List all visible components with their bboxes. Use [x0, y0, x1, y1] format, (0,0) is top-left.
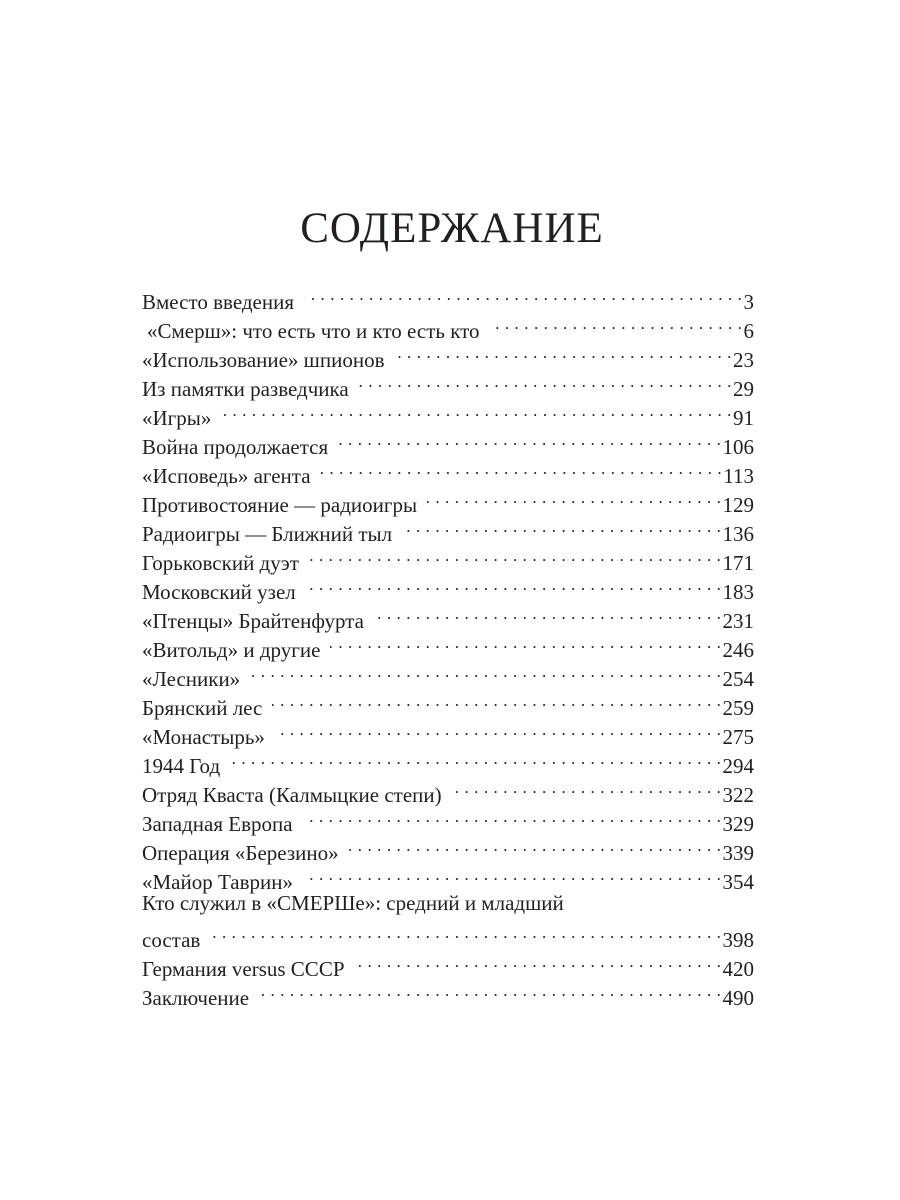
toc-page-number: 398: [722, 928, 754, 952]
dot-leader: [330, 628, 721, 657]
toc-page-number: 136: [722, 522, 754, 546]
toc-entry-title: «Использование» шпионов: [142, 348, 385, 372]
dot-leader: [402, 512, 721, 541]
toc-entry-title: Радиоигры — Ближний тыл: [142, 522, 393, 546]
toc-entry-title: «Смерш»: что есть что и кто есть кто: [147, 319, 480, 343]
dot-leader: [221, 396, 732, 425]
dot-leader: [272, 686, 721, 715]
toc-entry-title: Вместо введения: [142, 290, 295, 314]
toc-page-number: 420: [722, 957, 754, 981]
dot-leader: [359, 367, 732, 396]
toc-entry-title: «Игры»: [142, 406, 212, 430]
dot-leader: [452, 773, 722, 802]
dot-leader: [338, 425, 721, 454]
toc-entry[interactable]: [142, 889, 754, 952]
toc-page-number: 91: [733, 406, 754, 430]
toc-entry-title: Московский узел: [142, 580, 296, 604]
dot-leader: [304, 280, 742, 309]
toc-page-number: 329: [722, 812, 754, 836]
toc-page-number: 129: [722, 493, 754, 517]
toc-entry-continuation: [142, 918, 754, 952]
dot-leader: [349, 831, 722, 860]
toc-entry-title: «Монастырь»: [142, 725, 265, 749]
toc-page-number: 113: [723, 464, 754, 488]
dot-leader: [303, 860, 722, 889]
dot-leader: [355, 947, 722, 976]
toc-entry-title: Из памятки разведчика: [142, 377, 349, 401]
toc-page-number: 275: [722, 725, 754, 749]
toc-entry[interactable]: [142, 947, 754, 981]
toc-entry[interactable]: [142, 773, 754, 807]
dot-leader: [427, 483, 721, 512]
toc-page-number: 29: [733, 377, 754, 401]
toc-page-number: 339: [722, 841, 754, 865]
dot-leader: [490, 309, 743, 338]
table-of-contents: [142, 280, 754, 1010]
toc-entry-title: Операция «Березино»: [142, 841, 339, 865]
toc-page-number: 6: [743, 319, 754, 343]
dot-leader: [210, 918, 721, 947]
toc-page-number: 490: [722, 986, 754, 1010]
toc-entry-title: Брянский лес: [142, 696, 263, 720]
toc-page-number: 294: [722, 754, 754, 778]
toc-entry-title: Кто служил в «СМЕРШе»: средний и младший: [142, 891, 564, 915]
toc-entry-title: 1944 Год: [142, 754, 221, 778]
toc-entry-title: «Майор Таврин»: [142, 870, 293, 894]
toc-page-number: 254: [722, 667, 754, 691]
dot-leader: [321, 454, 723, 483]
toc-entry-title: «Витольд» и другие: [142, 638, 321, 662]
toc-entry-title: «Лесники»: [142, 667, 241, 691]
toc-entry[interactable]: [142, 396, 754, 430]
toc-entry[interactable]: [142, 280, 754, 314]
dot-leader: [309, 541, 722, 570]
toc-entry[interactable]: [142, 425, 754, 459]
toc-page-number: 171: [722, 551, 754, 575]
toc-page-number: 183: [722, 580, 754, 604]
toc-page-number: 246: [722, 638, 754, 662]
toc-entry-title-continued: состав: [142, 928, 201, 952]
dot-leader: [303, 802, 722, 831]
dot-leader: [374, 599, 722, 628]
toc-page-number: 106: [722, 435, 754, 459]
toc-entry-title: Война продолжается: [142, 435, 329, 459]
toc-entry-title: «Исповедь» агента: [142, 464, 311, 488]
dot-leader: [250, 657, 721, 686]
page-title: СОДЕРЖАНИЕ: [300, 205, 604, 252]
toc-entry[interactable]: [142, 744, 754, 778]
dot-leader: [275, 715, 722, 744]
toc-entry-title: Германия versus СССР: [142, 957, 345, 981]
dot-leader: [230, 744, 721, 773]
toc-page-number: 23: [733, 348, 754, 372]
toc-entry-title: Противостояние — радиоигры: [142, 493, 418, 517]
toc-entry-title: Горьковский дуэт: [142, 551, 299, 575]
toc-page-number: 259: [722, 696, 754, 720]
toc-entry-title: Заключение: [142, 986, 250, 1010]
dot-leader: [306, 570, 722, 599]
dot-leader: [394, 338, 732, 367]
toc-page-number: 231: [722, 609, 754, 633]
toc-entry-title: Западная Европа: [142, 812, 293, 836]
toc-entry-title: Отряд Кваста (Калмыцкие степи): [142, 783, 442, 807]
toc-entry-title: «Птенцы» Брайтенфурта: [142, 609, 364, 633]
dot-leader: [259, 976, 721, 1005]
toc-page-number: 354: [722, 870, 754, 894]
toc-page-number: 322: [722, 783, 754, 807]
toc-page-number: 3: [743, 290, 754, 314]
